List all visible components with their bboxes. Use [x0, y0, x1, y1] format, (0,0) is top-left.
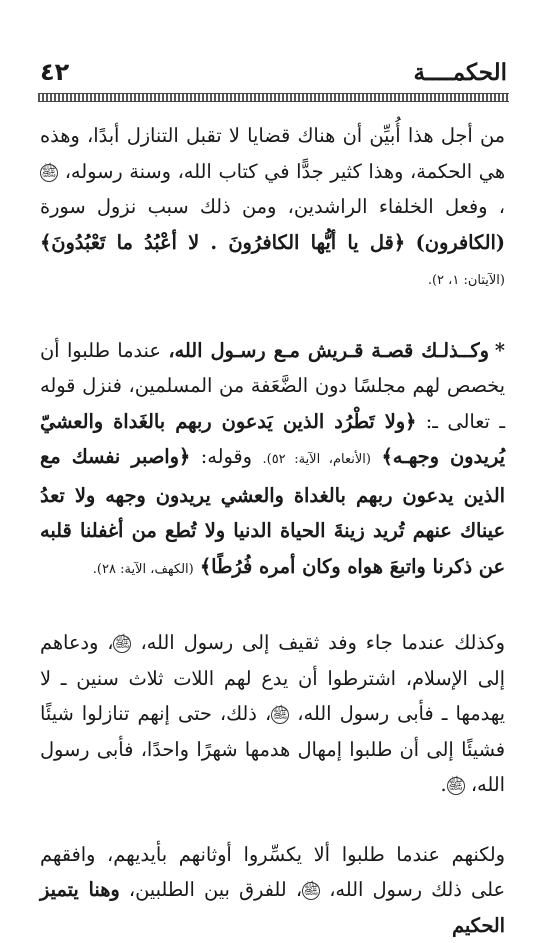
paragraph-2 — [40, 333, 505, 588]
text: ، ذلك، حتى إنهم تنازلوا شيئًا فشيئًا إلى أن طلبوا إمهال هدمها شهرًا واحدًا، فأبى رسول الله، — [40, 702, 505, 796]
text: ، للفرق بين الطلبين، — [120, 878, 302, 901]
paragraph-lead: وكــذلـك قصـة قـريش مـع رسـول الله، — [168, 339, 489, 362]
paragraph-3 — [40, 625, 505, 803]
running-title: الحكمــــة — [413, 59, 507, 86]
salutation-seal-icon: ﷺ — [447, 777, 465, 795]
text: عندما طلبوا أن يخصص لهم مجلسًا دون الضَّعَفة من المسلمين، فنزل قوله ـ تعالى ـ: — [40, 339, 505, 433]
paragraph-4 — [40, 837, 505, 943]
quran-quote: ﴿ولا تَطْرُد الذين يَدعون ربهم بالغَداة والعشيّ يُريدون وجهـه﴾ — [40, 410, 505, 469]
paragraph-1 — [40, 118, 505, 299]
paragraph-lead: وهنا يتميز الحكيم — [40, 878, 505, 937]
salutation-seal-icon: ﷺ — [271, 706, 289, 724]
text: وكذلك عندما جاء وفد ثقيف إلى رسول الله، — [131, 631, 505, 654]
verse-reference: (الآيتان: ١، ٢). — [428, 273, 505, 288]
surah-name: (الكافرون) — [416, 231, 505, 254]
quran-quote: ﴿قل يا أيُّها الكافرُونَ . لا أعْبُدُ ما تَعْبُدُونَ﴾ — [40, 231, 405, 254]
header-divider — [38, 93, 509, 102]
salutation-seal-icon: ﷺ — [113, 635, 131, 653]
asterisk-icon: * — [495, 339, 505, 362]
quran-quote: ﴿واصبر نفسك مع الذين يدعون ربهم بالغداة والعشي يريدون وجهه ولا تعدُ عيناك عنهم تُريد زينةَ الحياة الدنيا ولا تُطع من أغفلنا قلبه عن ذكرنا واتبعَ هواه وكان أمره فُرُطًا﴾ — [40, 445, 505, 578]
text: ، ودعاهم إلى الإسلام، اشترطوا أن يدع لهم اللات ثلاث سنين ـ لا يهدمها ـ فأبى رسول الله، — [40, 631, 505, 725]
verse-reference: (الكهف، الآية: ٢٨). — [93, 562, 194, 577]
verse-reference: (الأنعام، الآية: ٥٢). — [262, 452, 370, 467]
text: من أجل هذا أُبيِّن أن هناك قضايا لا تقبل التنازل أبدًا، وهذه هي الحكمة، وهذا كثير جدًّا في كتاب الله، وسنة رسوله، — [40, 124, 505, 183]
salutation-seal-icon: ﷺ — [302, 882, 320, 900]
body-text — [40, 118, 505, 943]
text: . — [441, 773, 447, 796]
text: ولكنهم عندما طلبوا ألا يكسِّروا أوثانهم بأيديهم، وافقهم على ذلك رسول الله، — [40, 843, 505, 902]
page-number: ٤٢ — [40, 58, 69, 86]
text: ، وفعل الخلفاء الراشدين، ومن ذلك سبب نزول سورة — [40, 195, 505, 218]
page-header — [40, 54, 507, 90]
salutation-seal-icon: ﷺ — [40, 164, 58, 182]
text: وقوله: — [190, 445, 262, 468]
